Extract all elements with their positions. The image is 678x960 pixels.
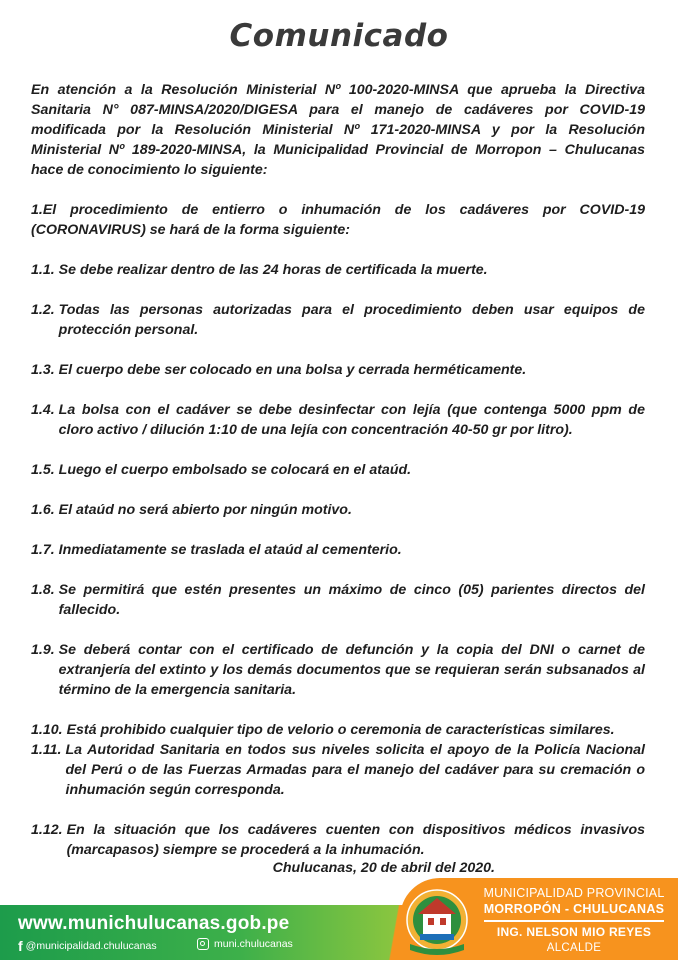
- list-item: [31, 820, 645, 860]
- mayor-name: ING. NELSON MIO REYES: [496, 924, 652, 939]
- item-number: 1.8.: [31, 582, 55, 598]
- item-text: Está prohibido cualquier tipo de velorio o ceremonia de características similares.: [66, 722, 615, 738]
- item-number: 1.10.: [31, 722, 63, 738]
- instagram-icon: [197, 938, 209, 950]
- facebook-handle-text: @municipalidad.chulucanas: [25, 940, 157, 952]
- item-text: La Autoridad Sanitaria en todos sus niveles solicita el apoyo de la Policía Nacional del Perú o de las Fuerzas Armadas para el manejo del cadáver para su cremación o inhumación según corresponda.: [65, 742, 645, 798]
- item-number: 1.5.: [31, 462, 55, 478]
- municipality-banner: [478, 885, 670, 956]
- item-text: El ataúd no será abierto por ningún motivo.: [58, 502, 352, 518]
- item-text: En la situación que los cadáveres cuenten con dispositivos médicos invasivos (marcapasos) siempre se procederá a la inhumación.: [66, 822, 645, 858]
- list-item: [31, 460, 645, 480]
- section-heading: 1.El procedimiento de entierro o inhumación de los cadáveres por COVID-19 (CORONAVIRUS) se hará de la forma siguiente:: [31, 202, 645, 238]
- item-number: 1.6.: [31, 502, 55, 518]
- item-text: Inmediatamente se traslada el ataúd al cementerio.: [58, 542, 402, 558]
- place-date-signature: Chulucanas, 20 de abril del 2020.: [272, 860, 495, 876]
- item-text: Se permitirá que estén presentes un máximo de cinco (05) parientes directos del fallecido.: [58, 582, 645, 618]
- document-body: [31, 80, 645, 860]
- item-text: La bolsa con el cadáver se debe desinfectar con lejía (que contenga 5000 ppm de cloro activo / dilución 1:10 de una lejía con concentración 40-50 gr por litro).: [58, 402, 645, 438]
- instagram-handle-text: muni.chulucanas: [214, 938, 293, 950]
- list-item: [31, 260, 645, 280]
- item-number: 1.9.: [31, 642, 55, 658]
- item-number: 1.12.: [31, 822, 63, 838]
- item-number: 1.3.: [31, 362, 55, 378]
- list-item: [31, 360, 645, 380]
- item-number: 1.7.: [31, 542, 55, 558]
- list-item: [31, 500, 645, 520]
- facebook-handle[interactable]: [18, 938, 157, 954]
- item-text: Se debe realizar dentro de las 24 horas de certificada la muerte.: [58, 262, 488, 278]
- item-number: 1.11.: [31, 742, 62, 758]
- list-item: [31, 640, 645, 700]
- page-title: Comunicado: [229, 18, 449, 54]
- item-text: El cuerpo debe ser colocado en una bolsa y cerrada herméticamente.: [58, 362, 527, 378]
- divider: [484, 920, 664, 922]
- org-name-line2: MORROPÓN - CHULUCANAS: [483, 902, 665, 916]
- municipality-crest-logo: [404, 888, 470, 960]
- facebook-icon: f: [18, 938, 23, 954]
- item-number: 1.4.: [31, 402, 55, 418]
- intro-paragraph: En atención a la Resolución Ministerial Nº 100-2020-MINSA que aprueba la Directiva Sanitaria N° 087-MINSA/2020/DIGESA para el manejo de cadáveres por COVID-19 modificada por la Resolución Ministerial Nº 171-2020-MINSA y por la Resolución Ministerial Nº 189-2020-MINSA, la Municipalidad Provincial de Morropon – Chulucanas hace de conocimiento lo siguiente:: [31, 82, 645, 178]
- item-number: 1.1.: [31, 262, 55, 278]
- instagram-handle[interactable]: [197, 938, 293, 950]
- item-text: Se deberá contar con el certificado de defunción y la copia del DNI o carnet de extranjería del extinto y los demás documentos que se requieran serán subsanados al término de la emergencia sanitaria.: [58, 642, 645, 698]
- list-item: [31, 540, 645, 560]
- org-name-line1: MUNICIPALIDAD PROVINCIAL: [483, 886, 665, 900]
- list-item: [31, 300, 645, 340]
- website-link[interactable]: www.munichulucanas.gob.pe: [18, 913, 290, 934]
- list-item: [31, 580, 645, 620]
- mayor-title: ALCALDE: [546, 941, 602, 954]
- item-text: Todas las personas autorizadas para el procedimiento deben usar equipos de protección personal.: [58, 302, 645, 338]
- list-item: [31, 400, 645, 440]
- list-item: [31, 740, 645, 800]
- item-number: 1.2.: [31, 302, 55, 318]
- list-item: [31, 720, 645, 740]
- item-text: Luego el cuerpo embolsado se colocará en el ataúd.: [58, 462, 412, 478]
